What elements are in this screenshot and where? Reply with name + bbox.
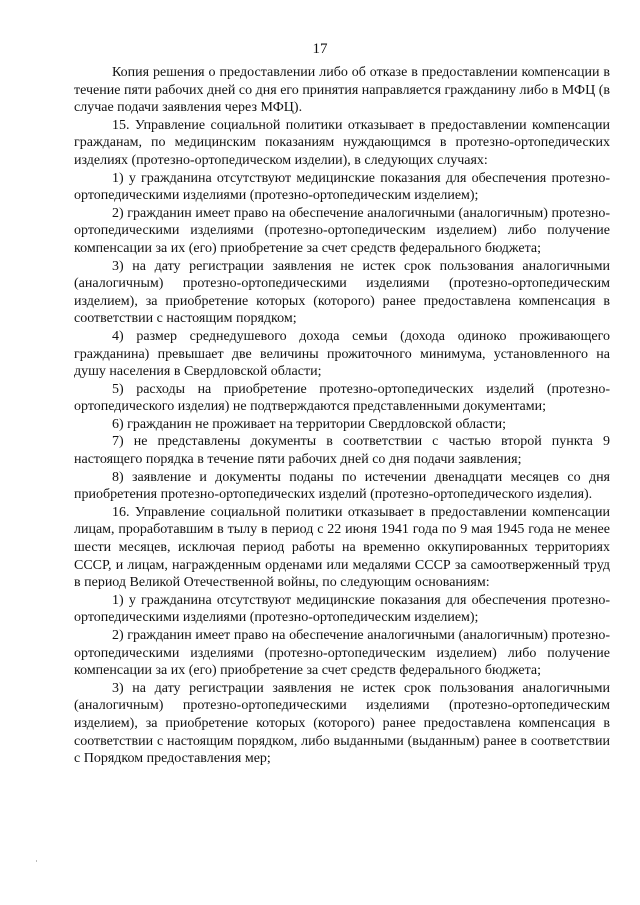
paragraph-15-item-5: 5) расходы на приобретение протезно-ортопедических изделий (протезно-ортопедического изделия) не подтверждаются представленными документами; bbox=[74, 381, 610, 415]
page-number: 17 bbox=[312, 41, 328, 57]
paragraph-15-item-4: 4) размер среднедушевого дохода семьи (дохода одиноко проживающего гражданина) превышает две величины прожиточного минимума, установленного на душу населения в Свердловской области; bbox=[74, 328, 610, 380]
paragraph-15-item-3: 3) на дату регистрации заявления не истек срок пользования аналогичными (аналогичным) протезно-ортопедическими изделиями (протезно-ортопедическим изделием), за приобретение которых (которого) ранее предоставлена компенсация в соответствии с настоящим порядком; bbox=[74, 258, 610, 327]
paragraph-15-item-8: 8) заявление и документы поданы по истечении двенадцати месяцев со дня приобретения протезно-ортопедических изделий (протезно-ортопедического изделия). bbox=[74, 469, 610, 503]
paragraph-16-item-1: 1) у гражданина отсутствуют медицинские показания для обеспечения протезно-ортопедическими изделиями (протезно-ортопедическим изделием); bbox=[74, 592, 610, 626]
paragraph-15-intro: 15. Управление социальной политики отказывает в предоставлении компенсации гражданам, по медицинским показаниям нуждающимся в протезно-ортопедических изделиях (протезно-ортопедическом изделии), в следующих случаях: bbox=[74, 117, 610, 168]
paragraph-15-item-2: 2) гражданин имеет право на обеспечение аналогичными (аналогичным) протезно-ортопедическими изделиями (протезно-ортопедическим изделием) либо получение компенсации за их (его) приобретение за счет средств федерального бюджета; bbox=[74, 205, 610, 256]
paragraph-15-item-6: 6) гражданин не проживает на территории Свердловской области; bbox=[112, 416, 507, 432]
paragraph-copy-of-decision: Копия решения о предоставлении либо об отказе в предоставлении компенсации в течение пяти рабочих дней со дня его принятия направляется гражданину либо в МФЦ (в случае подачи заявления через МФЦ). bbox=[74, 65, 610, 116]
scan-speck bbox=[36, 860, 37, 862]
paragraph-15-item-7: 7) не представлены документы в соответствии с частью второй пункта 9 настоящего порядка в течение пяти рабочих дней со дня подачи заявления; bbox=[74, 434, 610, 468]
paragraph-16-item-2: 2) гражданин имеет право на обеспечение аналогичными (аналогичным) протезно-ортопедическими изделиями (протезно-ортопедическим изделием) либо получение компенсации за их (его) приобретение за счет средств федерального бюджета; bbox=[74, 628, 610, 679]
paragraph-16-intro: 16. Управление социальной политики отказывает в предоставлении компенсации лицам, проработавшим в тылу в период с 22 июня 1941 года по 9 мая 1945 года не менее шести месяцев, исключая период работы на временно оккупированных территориях СССР, и лицам, награжденным орденами или медалями СССР за самоотверженный труд в период Великой Отечественной войны, по следующим основаниям: bbox=[74, 504, 610, 591]
paragraph-16-item-3: 3) на дату регистрации заявления не истек срок пользования аналогичными (аналогичным) протезно-ортопедическими изделиями (протезно-ортопедическим изделием), за приобретение которых (которого) ранее предоставлена компенсация в соответствии с настоящим порядком, либо выданными (выданным) ранее в соответствии с Порядком предоставления мер; bbox=[74, 680, 610, 767]
paragraph-15-item-1: 1) у гражданина отсутствуют медицинские показания для обеспечения протезно-ортопедическими изделиями (протезно-ортопедическим изделием); bbox=[74, 170, 610, 204]
document-body bbox=[74, 64, 610, 768]
